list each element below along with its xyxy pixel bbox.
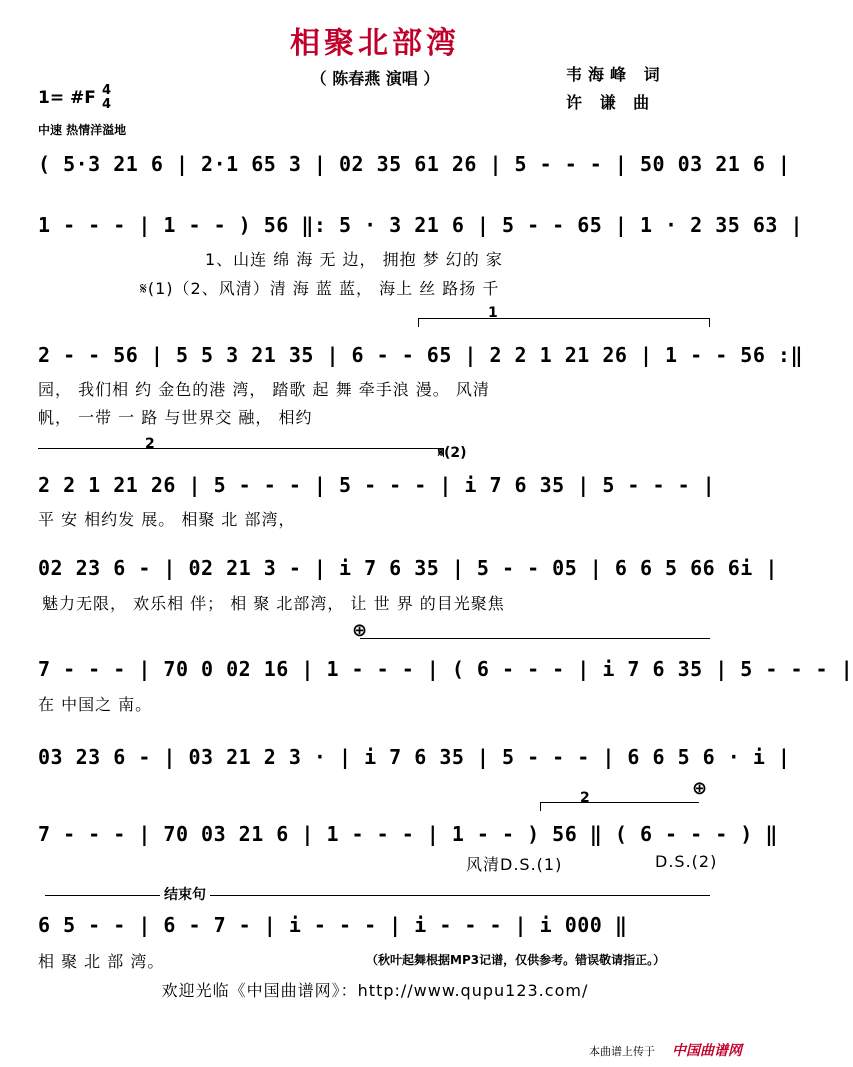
volta-1-label: 1: [488, 305, 498, 321]
lyric-line-2a: 1、山连 绵 海 无 边， 拥抱 梦 幻的 家: [205, 250, 503, 269]
page-title: 相聚北部湾: [290, 26, 460, 61]
time-signature-top: 4: [102, 83, 112, 98]
lyric-line-4: 平 安 相约发 展。 相聚 北 部湾，: [38, 510, 296, 529]
notation-line-8: 7 - - - | 70 03 21 6 | 1 - - - | 1 - - ) 56 ‖ ( 6 - - - ) ‖: [38, 822, 778, 846]
time-signature-bottom: 4: [102, 97, 112, 112]
transcription-note: （秋叶起舞根据MP3记谱，仅供参考。错误敬请指正。）: [366, 953, 666, 967]
lyric-line-8b: D.S.(2): [655, 852, 718, 871]
composer-credit: 许 谦 曲: [566, 93, 656, 112]
lyric-line-2b: 𝄋(1)（2、风清）清 海 蓝 蓝， 海上 丝 路扬 千: [140, 279, 500, 298]
site-welcome: 欢迎光临《中国曲谱网》：http://www.qupu123.com/: [161, 981, 589, 1000]
lyric-line-5: 魅力无限， 欢乐相 伴； 相 聚 北部湾， 让 世 界 的目光聚焦: [42, 594, 505, 613]
upload-caption: 本曲谱上传于: [589, 1045, 655, 1058]
tempo-marking: 中速 热情洋溢地: [38, 123, 127, 137]
line-6-bracket: [360, 638, 710, 647]
notation-line-4: 2 2 1 21 26 | 5 - - - | 5 - - - | i 7 6 35 | 5 - - - |: [38, 473, 716, 497]
key-signature: 1= #F: [38, 88, 96, 108]
ending-bracket: [45, 895, 710, 896]
notation-line-2: 1 - - - | 1 - - ) 56 ‖: 5 · 3 21 6 | 5 - - 65 | 1 · 2 35 63 |: [38, 213, 804, 237]
lyric-line-3a: 园， 我们相 约 金色的港 湾， 踏歌 起 舞 牵手浪 漫。 风清: [38, 380, 490, 399]
lyric-line-8a: 风清D.S.(1): [466, 855, 563, 874]
line-8-volta-label: 2: [580, 790, 590, 806]
segno-2-mark: 𝄋(2): [438, 445, 467, 461]
time-signature: [102, 84, 111, 112]
notation-line-3: 2 - - 56 | 5 5 3 21 35 | 6 - - 65 | 2 2 1 21 26 | 1 - - 56 :‖: [38, 343, 804, 367]
notation-line-6: 7 - - - | 70 0 02 16 | 1 - - - | ( 6 - - - | i 7 6 35 | 5 - - - |: [38, 657, 853, 681]
site-logo: 中国曲谱网: [672, 1043, 742, 1059]
coda-mark-2: ⊕: [692, 778, 708, 799]
line-8-volta-bracket: [540, 802, 699, 811]
volta-2-label: 2: [145, 436, 155, 452]
volta-1-bracket: [418, 318, 710, 327]
lyric-line-3b: 帆， 一带 一 路 与世界交 融， 相约: [38, 408, 313, 427]
lyric-line-9: 相 聚 北 部 湾。: [38, 952, 165, 971]
performer-subtitle: （ 陈春燕 演唱 ）: [310, 69, 440, 88]
lyric-line-6: 在 中国之 南。: [38, 695, 153, 714]
notation-line-9: 6 5 - - | 6 - 7 - | i - - - | i - - - | i 000 ‖: [38, 913, 628, 937]
notation-line-5: 02 23 6 - | 02 21 3 - | i 7 6 35 | 5 - - 05 | 6 6 5 66 6i |: [38, 556, 778, 580]
ending-label: 结束句: [160, 884, 210, 904]
volta-2-bracket: [38, 448, 444, 457]
lyricist-credit: 韦海峰 词: [566, 65, 666, 84]
coda-mark-1: ⊕: [352, 620, 368, 641]
notation-line-7: 03 23 6 - | 03 21 2 3 · | i 7 6 35 | 5 - - - | 6 6 5 6 · i |: [38, 745, 791, 769]
notation-line-1: ( 5·3 21 6 | 2·1 65 3 | 02 35 61 26 | 5 - - - | 50 03 21 6 |: [38, 152, 791, 176]
